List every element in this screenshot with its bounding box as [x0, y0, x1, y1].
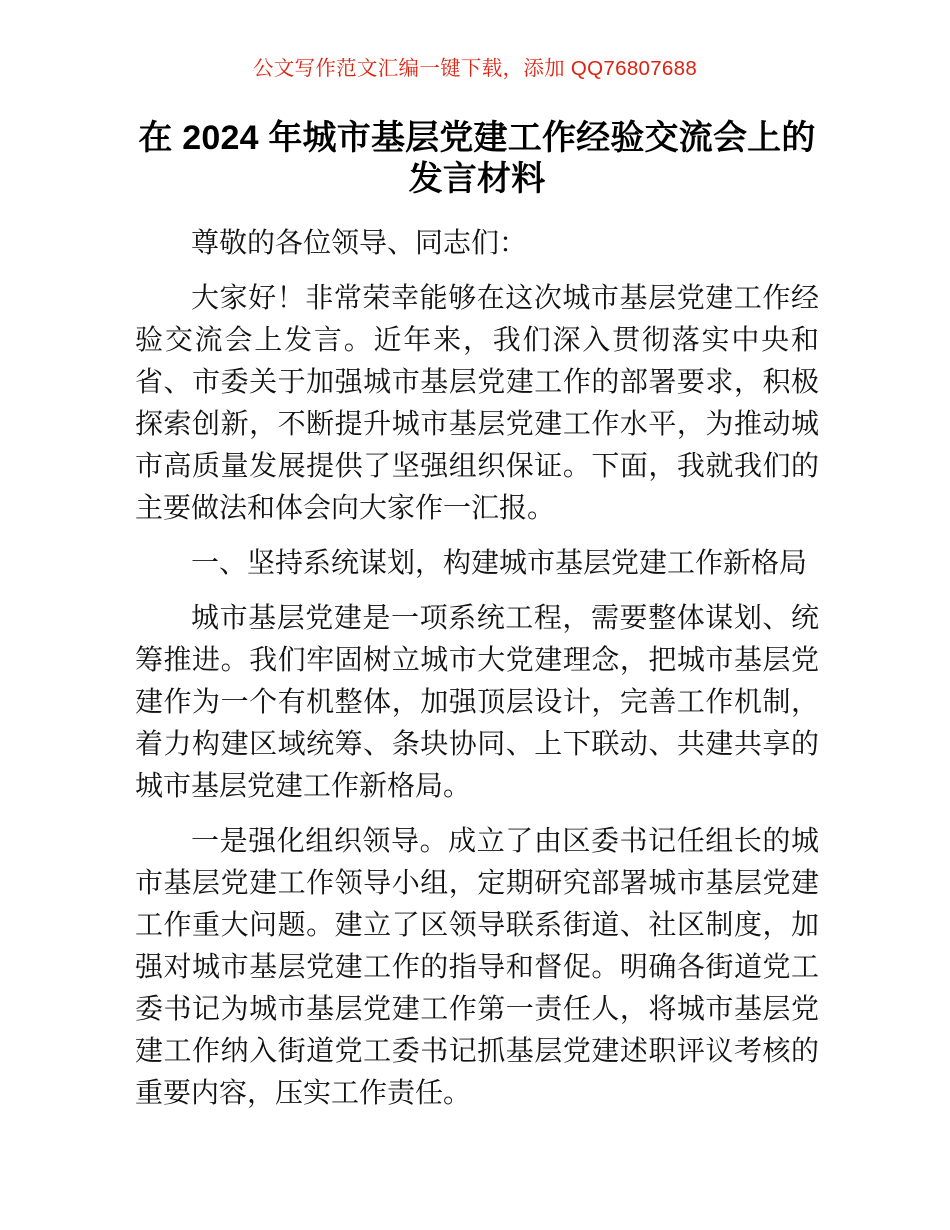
paragraph-point-one: 一是强化组织领导。成立了由区委书记任组长的城市基层党建工作领导小组，定期研究部署城市基层党建工作重大问题。建立了区领导联系街道、社区制度，加强对城市基层党建工作的指导和督促。明确各街道党工委书记为城市基层党建工作第一责任人，将城市基层党建工作纳入街道党工委书记抓基层党建述职评议考核的重要内容，压实工作责任。 — [135, 825, 819, 1108]
promo-header-text: 公文写作范文汇编一键下载，添加 QQ76807688 — [252, 57, 698, 80]
document-body — [135, 118, 819, 1114]
paragraph-salutation: 尊敬的各位领导、同志们： — [191, 227, 528, 258]
paragraph-section-one-body: 城市基层党建是一项系统工程，需要整体谋划、统筹推进。我们牢固树立城市大党建理念，把城市基层党建作为一个有机整体，加强顶层设计，完善工作机制，着力构建区域统筹、条块协同、上下联动、共建共享的城市基层党建工作新格局。 — [135, 602, 819, 801]
paragraph-section-one-heading: 一、坚持系统谋划，构建城市基层党建工作新格局 — [191, 547, 808, 578]
document-title: 在 2024 年城市基层党建工作经验交流会上的发言材料 — [138, 119, 816, 198]
paragraph-opening: 大家好！非常荣幸能够在这次城市基层党建工作经验交流会上发言。近年来，我们深入贯彻落实中央和省、市委关于加强城市基层党建工作的部署要求，积极探索创新，不断提升城市基层党建工作水平，为推动城市高质量发展提供了坚强组织保证。下面，我就我们的主要做法和体会向大家作一汇报。 — [135, 282, 819, 523]
